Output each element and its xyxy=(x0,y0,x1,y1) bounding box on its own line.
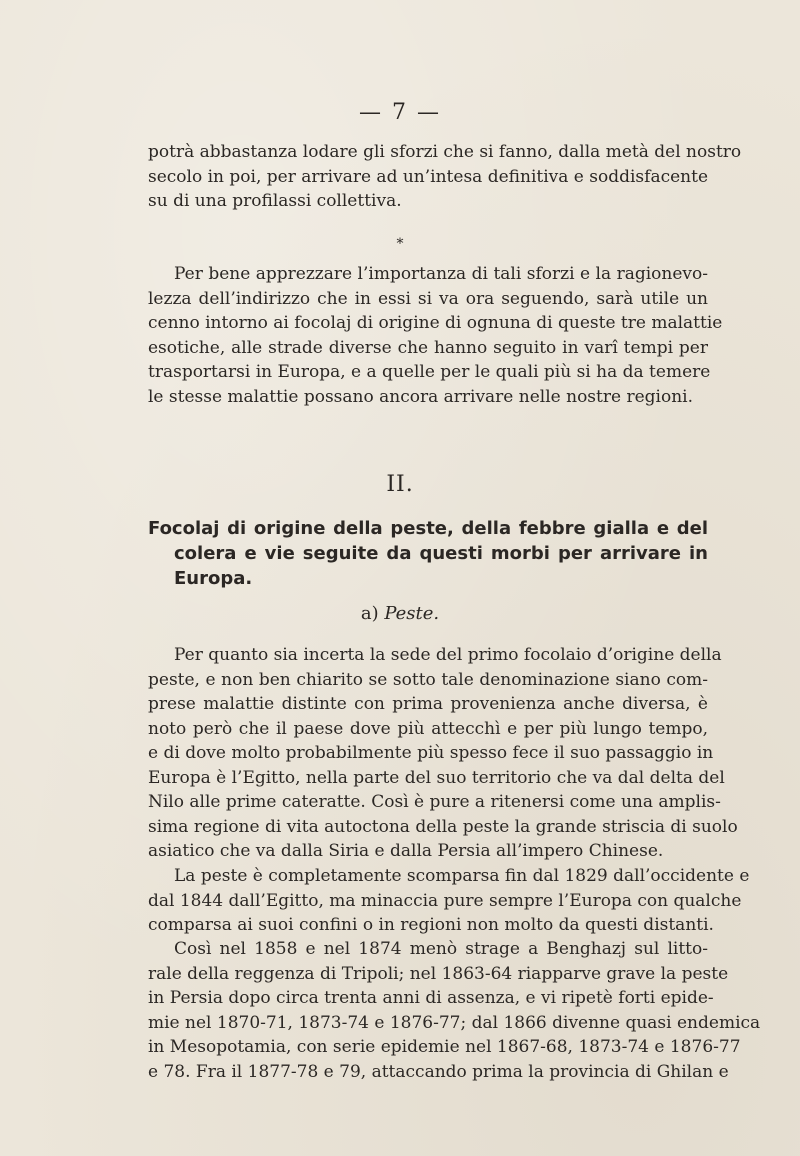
text-line: rale della reggenza di Tripoli; nel 1863-64 riapparve grave la peste xyxy=(148,963,729,984)
paragraph-plague-disappeared xyxy=(148,864,750,938)
paragraph-plague-origin xyxy=(148,643,738,864)
text-line: le stesse malattie possano ancora arrivare nelle nostre regioni. xyxy=(148,386,693,407)
paragraph-importance xyxy=(148,262,723,409)
text-line: in Mesopotamia, con serie epidemie nel 1867-68, 1873-74 e 1876-77 xyxy=(148,1037,741,1057)
section-title-line: Europa. xyxy=(174,568,253,589)
text-line: prese malattie distinte con prima provenienza anche diversa, è xyxy=(148,694,708,714)
subsection-title: Peste. xyxy=(384,603,440,624)
intro-paragraph xyxy=(148,140,742,214)
paragraph-plague-outbreaks xyxy=(148,937,761,1084)
text-line: Per bene apprezzare l’importanza di tali sforzi e la ragionevo- xyxy=(174,264,708,284)
text-line: mie nel 1870-71, 1873-74 e 1876-77; dal 1866 divenne quasi endemica xyxy=(148,1012,761,1033)
text-line: dal 1844 dall’Egitto, ma minaccia pure sempre l’Europa con qualche xyxy=(148,890,742,911)
section-title xyxy=(148,516,708,591)
text-line: Per quanto sia incerta la sede del primo focolaio d’origine della xyxy=(174,645,722,665)
text-line: Così nel 1858 e nel 1874 menò strage a Benghazj sul litto- xyxy=(174,939,708,959)
page-number: — 7 — xyxy=(359,100,441,125)
section-title-line: Focolaj di origine della peste, della febbre gialla e del xyxy=(148,518,708,539)
asterism-separator: * xyxy=(396,236,404,252)
text-line: su di una profilassi collettiva. xyxy=(148,191,402,211)
text-line: esotiche, alle strade diverse che hanno seguito in varî tempi per xyxy=(148,337,708,358)
text-line: sima regione di vita autoctona della peste la grande striscia di suolo xyxy=(148,816,738,837)
text-line: e 78. Fra il 1877-78 e 79, attaccando prima la provincia di Ghilan e xyxy=(148,1061,729,1082)
section-number: II. xyxy=(386,472,414,497)
text-line: asiatico che va dalla Siria e dalla Persia all’impero Chinese. xyxy=(148,841,664,861)
text-line: cenno intorno ai focolaj di origine di ognuna di queste tre malattie xyxy=(148,313,723,333)
section-title-line: colera e vie seguite da questi morbi per arrivare in xyxy=(174,543,708,564)
subsection-marker: a) xyxy=(360,603,379,624)
text-line: Europa è l’Egitto, nella parte del suo territorio che va dal delta del xyxy=(148,767,725,788)
text-line: Nilo alle prime cateratte. Così è pure a ritenersi come una amplis- xyxy=(148,792,721,812)
text-line: lezza dell’indirizzo che in essi si va ora seguendo, sarà utile un xyxy=(148,288,708,309)
subsection-heading xyxy=(0,603,800,624)
text-line: peste, e non ben chiarito se sotto tale denominazione siano com- xyxy=(148,669,708,690)
text-line: trasportarsi in Europa, e a quelle per le quali più si ha da temere xyxy=(148,362,711,382)
text-line: La peste è completamente scomparsa fin dal 1829 dall’occidente e xyxy=(174,866,750,886)
text-line: secolo in poi, per arrivare ad un’intesa definitiva e soddisfacente xyxy=(148,166,708,187)
text-line: e di dove molto probabilmente più spesso fece il suo passaggio in xyxy=(148,743,714,763)
text-line: in Persia dopo circa trenta anni di assenza, e vi ripetè forti epide- xyxy=(148,988,714,1008)
text-line: potrà abbastanza lodare gli sforzi che si fanno, dalla metà del nostro xyxy=(148,142,742,162)
text-line: comparsa ai suoi confini o in regioni non molto da questi distanti. xyxy=(148,915,714,935)
text-line: noto però che il paese dove più attecchì e per più lungo tempo, xyxy=(148,718,708,739)
